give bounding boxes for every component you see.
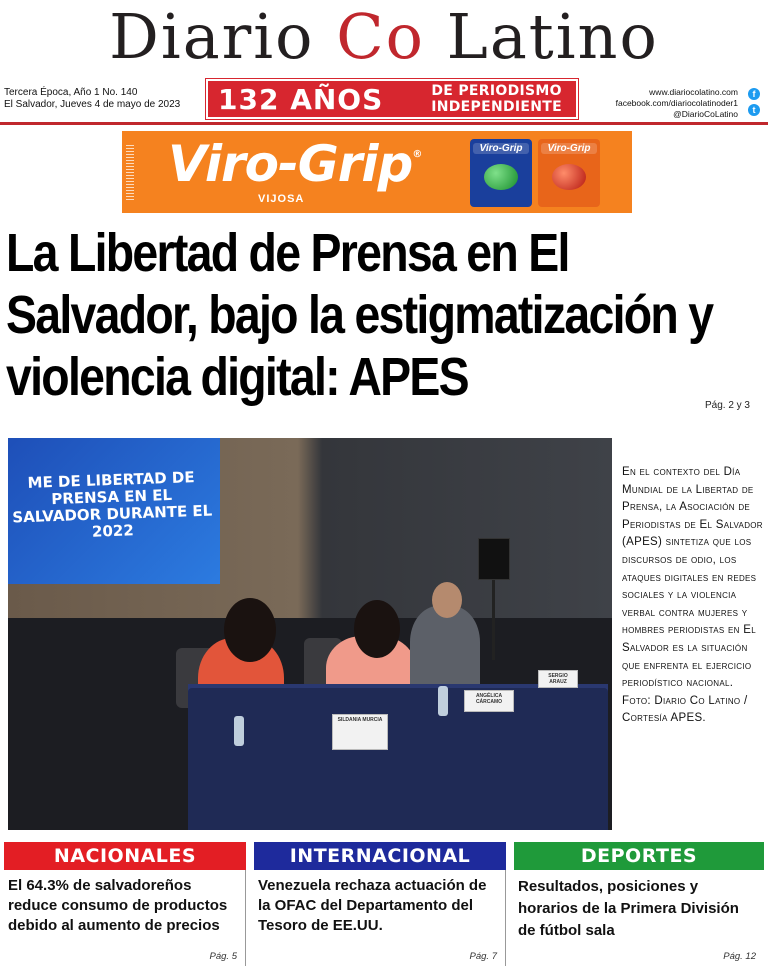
twitter-link[interactable]: @DiarioCoLatino [673, 109, 738, 119]
ad-brand-text: Viro-Grip [168, 135, 413, 193]
section-body [254, 870, 506, 966]
section-headline[interactable]: Venezuela rechaza actuación de la OFAC del Departamento del Tesoro de EE.UU. [258, 877, 487, 934]
section-page-ref: Pág. 12 [723, 951, 756, 962]
nameplate-3: SERGIO ARAUZ [538, 670, 578, 688]
green-pill-icon [484, 164, 518, 190]
section-page-ref: Pág. 5 [209, 951, 237, 962]
facebook-icon[interactable]: f [748, 88, 760, 100]
photo-credit: Foto: Diario Co Latino / Cortesía APES. [622, 694, 748, 725]
screen-text: ME DE LIBERTAD DE PRENSA EN EL SALVADOR DURANTE EL 2022 [12, 468, 213, 541]
nameplate-1: SILDANIA MURCIA [332, 714, 388, 750]
section-label[interactable]: NACIONALES [4, 842, 246, 870]
section-label[interactable]: DEPORTES [514, 842, 764, 870]
pack-label: Viro-Grip [541, 143, 597, 154]
product-pack-orange [538, 139, 600, 207]
water-bottle [234, 716, 244, 746]
header-divider [0, 122, 768, 125]
ad-brand [168, 135, 421, 193]
product-pack-green [470, 139, 532, 207]
edition-line: Tercera Época, Año 1 No. 140 [4, 87, 138, 98]
main-photo[interactable] [8, 438, 612, 830]
newspaper-logo[interactable] [109, 0, 659, 74]
anniversary-tagline [431, 83, 576, 115]
headline-page-ref: Pág. 2 y 3 [704, 400, 750, 411]
anniversary-years: 132 AÑOS [218, 82, 384, 116]
anniversary-tagline-2: INDEPENDIENTE [431, 99, 562, 115]
edition-info [4, 87, 180, 111]
section-label[interactable]: INTERNACIONAL [254, 842, 506, 870]
ad-registered-mark: ® [412, 149, 422, 160]
speaker-stand [492, 580, 495, 660]
lead-paragraph: En el contexto del Día Mundial de la Libertad de Prensa, la Asociación de Periodistas de El Salvador (APES) sintetiza que los discursos de odio, los ataques digitales en redes sociales y la violencia verbal contra mujeres y hombres periodistas en El Salvador es la situación que enfrenta el ejercicio periodístico nacional. [622, 466, 763, 690]
main-headline[interactable]: La Libertad de Prensa en El Salvador, bajo la estigmatización y violencia digital: APES [6, 223, 713, 407]
logo-text-co: Co [336, 0, 425, 73]
social-icons [748, 88, 760, 116]
speaker-icon [478, 538, 510, 580]
section-body [514, 870, 764, 966]
panelist-3 [410, 606, 480, 696]
website-link[interactable]: www.diariocolatino.com [649, 87, 738, 97]
water-bottle [438, 686, 448, 716]
anniversary-tagline-1: DE PERIODISMO [431, 83, 562, 99]
facebook-link[interactable]: facebook.com/diariocolatinoder1 [615, 98, 738, 108]
twitter-icon[interactable]: t [748, 104, 760, 116]
section-nacionales[interactable] [4, 842, 246, 966]
logo-text-post: Latino [424, 0, 659, 73]
ad-legal-text [126, 145, 134, 201]
section-body [4, 870, 246, 966]
panelist-1-head [224, 598, 276, 662]
pack-label: Viro-Grip [473, 143, 529, 154]
contact-info [616, 87, 738, 120]
section-deportes[interactable] [514, 842, 764, 966]
anniversary-banner [206, 79, 578, 119]
masthead [0, 0, 768, 78]
ad-company: VIJOSA [258, 193, 305, 205]
section-headline[interactable]: Resultados, posiciones y horarios de la Primera División de fútbol sala [518, 878, 739, 939]
nameplate-2: ANGÉLICA CÁRCAMO [464, 690, 514, 712]
red-pill-icon [552, 164, 586, 190]
conference-table [188, 688, 608, 830]
panelist-3-head [432, 582, 462, 618]
date-line: El Salvador, Jueves 4 de mayo de 2023 [4, 99, 181, 110]
section-headline[interactable]: El 64.3% de salvadoreños reduce consumo de productos debido al aumento de precios [8, 877, 228, 934]
projection-screen [8, 438, 220, 584]
section-page-ref: Pág. 7 [469, 951, 497, 962]
lead-text-block [622, 464, 764, 728]
panelist-2-head [354, 600, 400, 658]
section-internacional[interactable] [254, 842, 506, 966]
advertisement-banner[interactable] [122, 131, 632, 213]
logo-text-pre: Diario [109, 0, 337, 73]
